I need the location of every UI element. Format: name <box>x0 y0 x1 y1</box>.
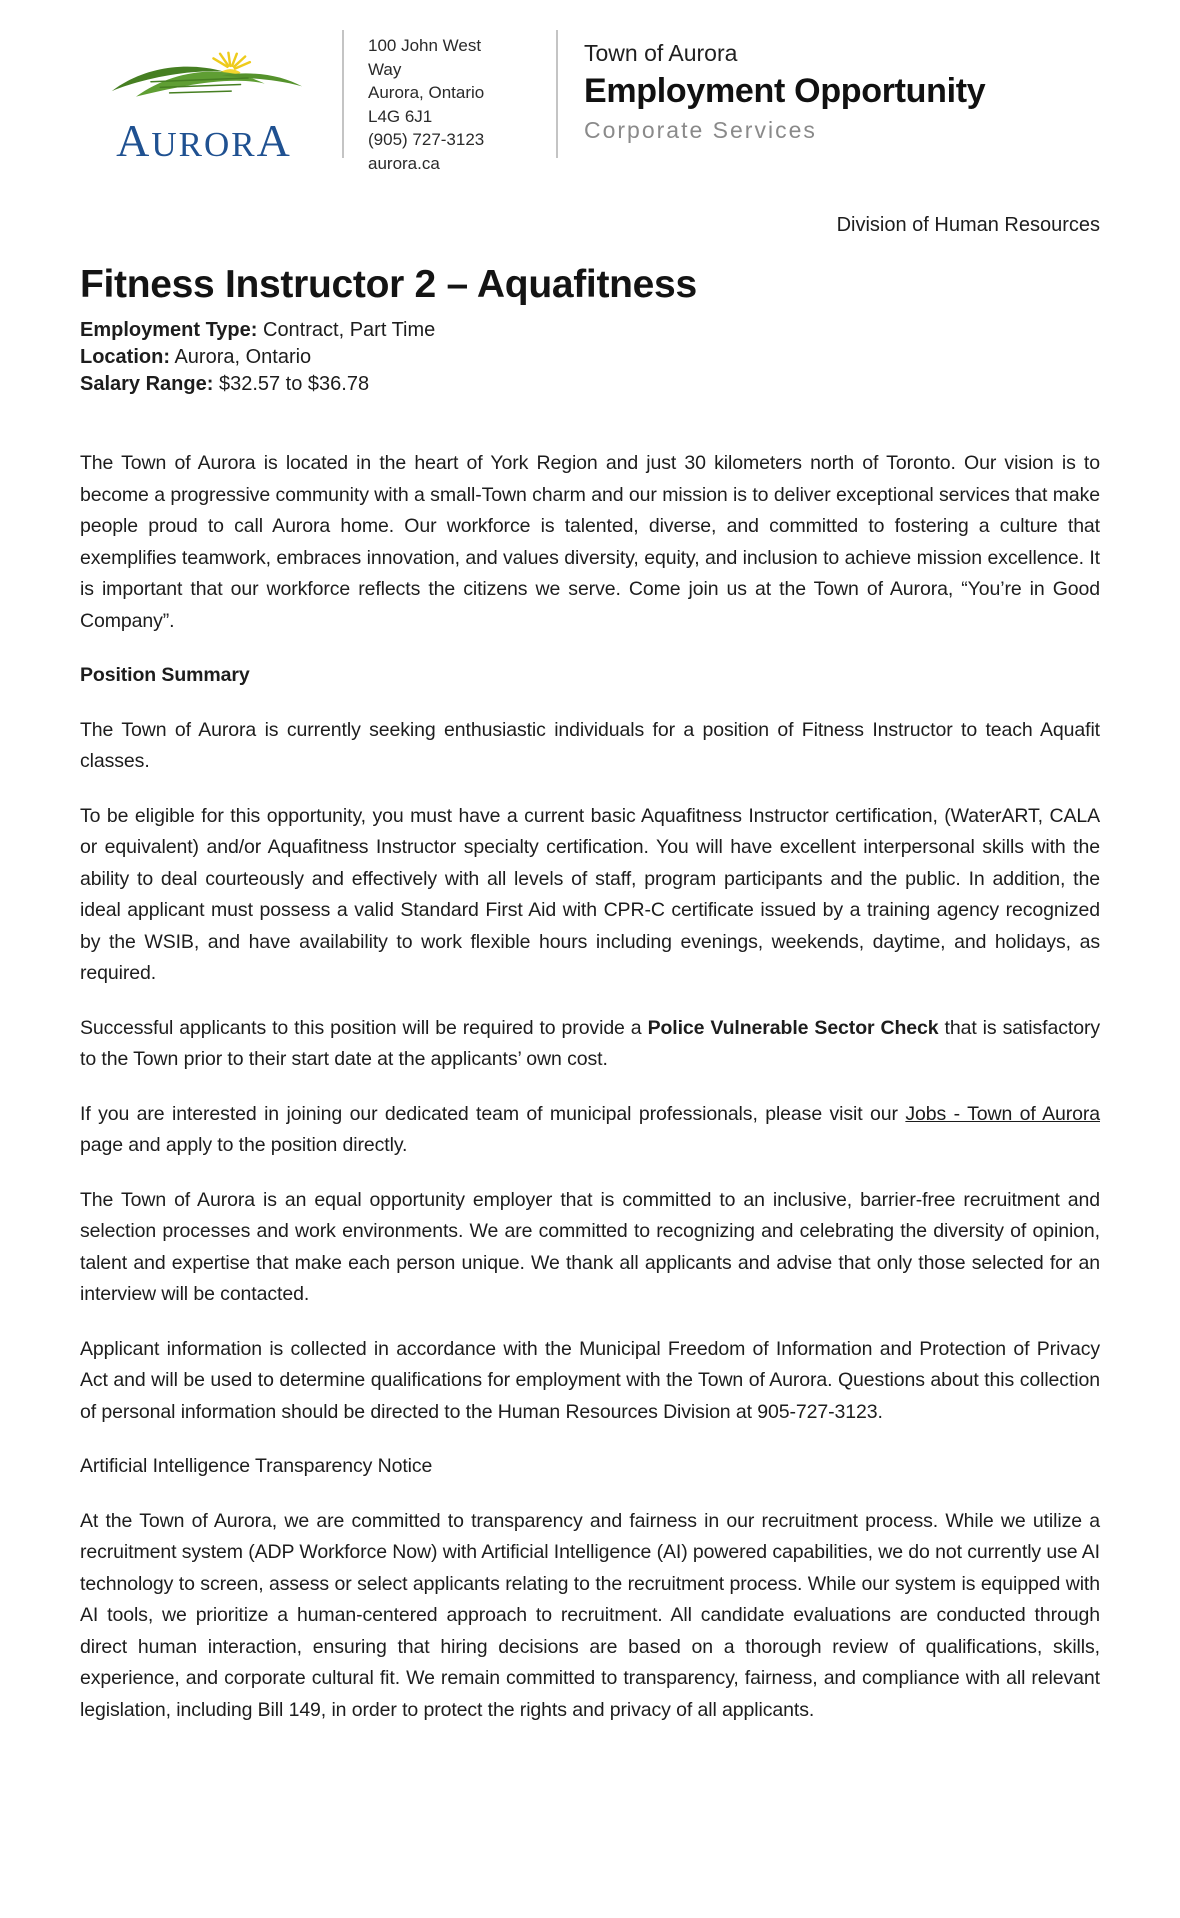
position-summary-heading: Position Summary <box>80 664 250 686</box>
paragraph-qualifications: To be eligible for this opportunity, you must have a current basic Aquafitness Instructor certification, (WaterART, CALA or equivalent) and/or Aquafitness Instructor specialty certification. You will have excellent interpersonal skills with the ability to deal courteously and effectively with all levels of staff, program participants and the public. In addition, the ideal applicant must possess a valid Standard First Aid with CPR-C certificate issued by a training agency recognized by the WSIB, and have availability to work flexible hours including evenings, weekends, daytime, and holidays, as required. <box>80 804 1100 984</box>
address-line: (905) 727-3123 <box>368 130 485 149</box>
address-line: L4G 6J1 <box>368 106 433 126</box>
aurora-wordmark <box>80 115 328 166</box>
apply-text-post: page and apply to the position directly. <box>80 1134 408 1156</box>
header-divider <box>556 30 558 158</box>
police-check-bold: Police Vulnerable Sector Check <box>647 1016 939 1039</box>
wordmark-letters: UROR <box>151 125 257 164</box>
paragraph-position-summary: The Town of Aurora is currently seeking enthusiastic individuals for a position of Fitness Instructor to teach Aquafit classes. <box>80 718 1100 772</box>
address-block <box>368 30 518 173</box>
document-type-title: Employment Opportunity <box>584 72 986 110</box>
division-label: Division of Human Resources <box>836 214 1100 236</box>
employment-type-value: Contract, Part Time <box>257 319 436 341</box>
paragraph-ai-notice: At the Town of Aurora, we are committed to transparency and fairness in our recruitment process. While we utilize a recruitment system (ADP Workforce Now) with Artificial Intelligence (AI) powered capabilities, we do not currently use AI technology to screen, assess or select applicants relating to the recruitment process. While our system is equipped with AI tools, we prioritize a human-centered approach to recruitment. All candidate evaluations are conducted through direct human interaction, ensuring that hiring decisions are based on a thorough review of qualifications, skills, experience, and corporate cultural fit. We remain committed to transparency, fairness, and compliance with all relevant legislation, including Bill 149, in order to protect the rights and privacy of all applicants. <box>80 1509 1101 1721</box>
location-label: Location: <box>80 346 170 368</box>
ai-transparency-heading: Artificial Intelligence Transparency Notice <box>80 1455 433 1477</box>
police-check-text-post: that is satisfactory to the Town prior to their start date at the applicants’ own cost. <box>80 1016 1100 1070</box>
address-line-website: aurora.ca <box>368 153 440 173</box>
organization-name: Town of Aurora <box>584 40 738 66</box>
aurora-logo <box>80 30 328 166</box>
document-heading-block <box>584 30 1100 158</box>
address-line: 100 John West Way <box>368 36 482 79</box>
paragraph-intro: The Town of Aurora is located in the heart of York Region and just 30 kilometers north of Toronto. Our vision is to become a progressive community with a small-Town charm and our mission is to deliver exceptional services that make people proud to call Aurora home. Our workforce is talented, diverse, and committed to fostering a culture that exemplifies teamwork, embraces innovation, and values diversity, equity, and inclusion to achieve mission excellence. It is important that our workforce reflects the citizens we serve. Come join us at the Town of Aurora, “You’re in Good Company”. <box>80 452 1100 632</box>
police-check-text-pre: Successful applicants to this position will be required to provide a <box>80 1016 648 1039</box>
employment-type-label: Employment Type: <box>80 319 258 341</box>
sun-icon <box>213 53 249 69</box>
wordmark-letter: A <box>116 115 152 166</box>
wordmark-letter: A <box>256 115 292 166</box>
header <box>80 30 1100 173</box>
location-line <box>80 344 1100 371</box>
paragraph-privacy: Applicant information is collected in accordance with the Municipal Freedom of Information and Protection of Privacy Act and will be used to determine qualifications for employment with the Town of Aurora. Questions about this collection of personal information should be directed to the Human Resources Division at 905-727-3123. <box>80 1337 1100 1423</box>
salary-range-value: $32.57 to $36.78 <box>213 373 370 395</box>
job-description <box>80 448 1100 1726</box>
job-meta <box>80 317 1100 398</box>
address-line: Aurora, Ontario <box>368 83 485 102</box>
apply-text-pre: If you are interested in joining our dedicated team of municipal professionals, please visit our <box>80 1102 906 1125</box>
department-name: Corporate Services <box>584 117 817 143</box>
header-divider <box>342 30 344 158</box>
jobs-page-link[interactable]: Jobs - Town of Aurora <box>905 1102 1100 1125</box>
page-title: Fitness Instructor 2 – Aquafitness <box>80 263 697 306</box>
paragraph-equal-opportunity: The Town of Aurora is an equal opportunity employer that is committed to an inclusive, barrier-free recruitment and selection processes and work environments. We are committed to recognizing and celebrating the diversity of opinion, talent and expertise that make each person unique. We thank all applicants and advise that only those selected for an interview will be contacted. <box>80 1188 1100 1305</box>
employment-type-line <box>80 317 1100 344</box>
aurora-hills-sun-icon <box>108 50 304 106</box>
paragraph-police-check <box>80 1013 1100 1076</box>
paragraph-apply <box>80 1099 1100 1162</box>
salary-range-line <box>80 371 1100 398</box>
salary-range-label: Salary Range: <box>80 373 214 395</box>
location-value: Aurora, Ontario <box>170 346 312 368</box>
